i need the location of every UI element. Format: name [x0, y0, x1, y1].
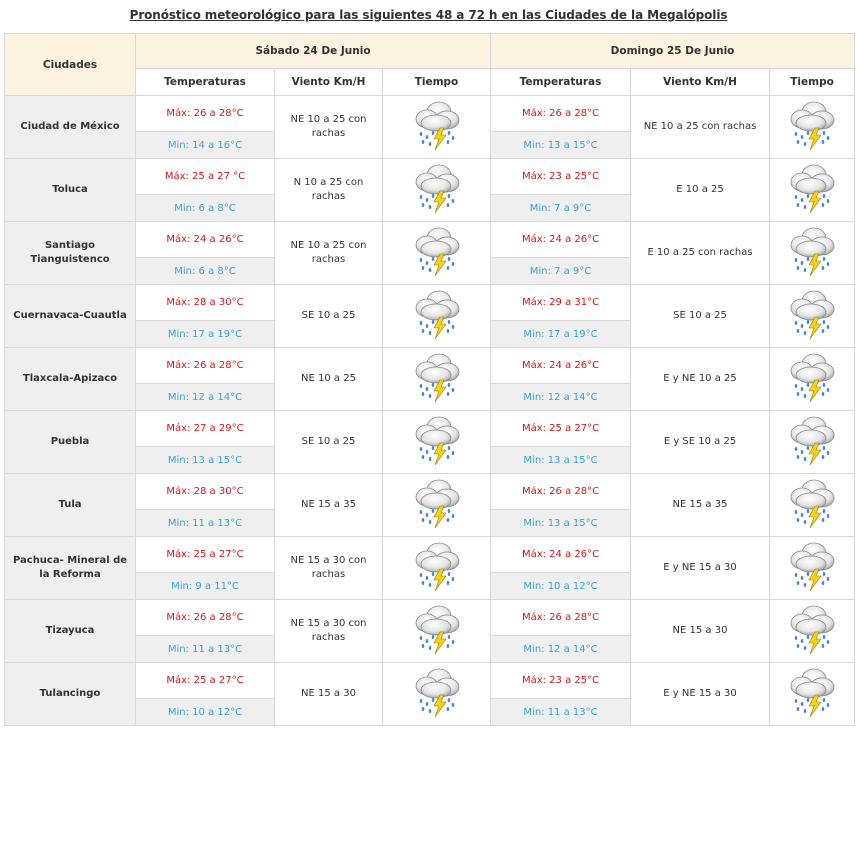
weather-day1 — [383, 663, 491, 726]
min-temp-day2: Min: 7 a 9°C — [491, 258, 631, 285]
thunderstorm-rain-icon — [413, 415, 461, 467]
table-row — [5, 663, 855, 699]
max-temp-day2: Máx: 23 a 25°C — [491, 159, 631, 195]
thunderstorm-rain-icon — [788, 415, 836, 467]
wind-day2: NE 15 a 30 — [631, 600, 770, 663]
thunderstorm-rain-icon — [788, 163, 836, 215]
max-temp-day1: Máx: 25 a 27°C — [136, 663, 275, 699]
thunderstorm-rain-icon — [413, 163, 461, 215]
weather-day2 — [770, 348, 855, 411]
wind-day1: NE 15 a 30 con rachas — [275, 537, 383, 600]
wind-day2: SE 10 a 25 — [631, 285, 770, 348]
wind-day1: N 10 a 25 con rachas — [275, 159, 383, 222]
min-temp-day2: Min: 12 a 14°C — [491, 636, 631, 663]
wind-day2: E 10 a 25 con rachas — [631, 222, 770, 285]
wind-day2: NE 10 a 25 con rachas — [631, 96, 770, 159]
thunderstorm-rain-icon — [788, 352, 836, 404]
max-temp-day2: Máx: 24 a 26°C — [491, 222, 631, 258]
wind-day1: SE 10 a 25 — [275, 411, 383, 474]
max-temp-day2: Máx: 25 a 27°C — [491, 411, 631, 447]
min-temp-day2: Min: 13 a 15°C — [491, 510, 631, 537]
wind-day2: E 10 a 25 — [631, 159, 770, 222]
header-temperatures-day2: Temperaturas — [491, 69, 631, 96]
max-temp-day1: Máx: 25 a 27°C — [136, 537, 275, 573]
table-row — [5, 474, 855, 510]
min-temp-day1: Min: 6 a 8°C — [136, 258, 275, 285]
max-temp-day1: Máx: 24 a 26°C — [136, 222, 275, 258]
min-temp-day1: Min: 14 a 16°C — [136, 132, 275, 159]
wind-day2: E y SE 10 a 25 — [631, 411, 770, 474]
weather-day2 — [770, 285, 855, 348]
thunderstorm-rain-icon — [788, 226, 836, 278]
weather-day1 — [383, 411, 491, 474]
min-temp-day2: Min: 11 a 13°C — [491, 699, 631, 726]
thunderstorm-rain-icon — [413, 100, 461, 152]
city-name: Tula — [5, 474, 136, 537]
wind-day1: NE 15 a 35 — [275, 474, 383, 537]
max-temp-day2: Máx: 29 a 31°C — [491, 285, 631, 321]
weather-day2 — [770, 537, 855, 600]
max-temp-day1: Máx: 26 a 28°C — [136, 96, 275, 132]
min-temp-day1: Min: 12 a 14°C — [136, 384, 275, 411]
min-temp-day1: Min: 17 a 19°C — [136, 321, 275, 348]
min-temp-day1: Min: 11 a 13°C — [136, 510, 275, 537]
city-name: Tulancingo — [5, 663, 136, 726]
table-row — [5, 537, 855, 573]
thunderstorm-rain-icon — [788, 289, 836, 341]
city-name: Puebla — [5, 411, 136, 474]
min-temp-day2: Min: 10 a 12°C — [491, 573, 631, 600]
min-temp-day1: Min: 6 a 8°C — [136, 195, 275, 222]
weather-day2 — [770, 159, 855, 222]
min-temp-day1: Min: 11 a 13°C — [136, 636, 275, 663]
min-temp-day2: Min: 17 a 19°C — [491, 321, 631, 348]
thunderstorm-rain-icon — [788, 667, 836, 719]
weather-day2 — [770, 96, 855, 159]
thunderstorm-rain-icon — [413, 478, 461, 530]
max-temp-day2: Máx: 24 a 26°C — [491, 348, 631, 384]
wind-day1: NE 10 a 25 — [275, 348, 383, 411]
wind-day1: NE 10 a 25 con rachas — [275, 222, 383, 285]
thunderstorm-rain-icon — [413, 541, 461, 593]
max-temp-day2: Máx: 26 a 28°C — [491, 474, 631, 510]
thunderstorm-rain-icon — [788, 604, 836, 656]
wind-day1: NE 10 a 25 con rachas — [275, 96, 383, 159]
wind-day2: NE 15 a 35 — [631, 474, 770, 537]
city-name: Toluca — [5, 159, 136, 222]
city-name: Santiago Tianguistenco — [5, 222, 136, 285]
thunderstorm-rain-icon — [413, 352, 461, 404]
table-row — [5, 285, 855, 321]
city-name: Cuernavaca-Cuautla — [5, 285, 136, 348]
min-temp-day1: Min: 13 a 15°C — [136, 447, 275, 474]
forecast-table — [4, 33, 855, 726]
max-temp-day2: Máx: 26 a 28°C — [491, 96, 631, 132]
thunderstorm-rain-icon — [413, 667, 461, 719]
wind-day2: E y NE 15 a 30 — [631, 663, 770, 726]
thunderstorm-rain-icon — [413, 289, 461, 341]
min-temp-day2: Min: 7 a 9°C — [491, 195, 631, 222]
wind-day1: NE 15 a 30 con rachas — [275, 600, 383, 663]
header-wind-day1: Viento Km/H — [275, 69, 383, 96]
thunderstorm-rain-icon — [788, 100, 836, 152]
max-temp-day2: Máx: 24 a 26°C — [491, 537, 631, 573]
min-temp-day2: Min: 12 a 14°C — [491, 384, 631, 411]
header-temperatures-day1: Temperaturas — [136, 69, 275, 96]
max-temp-day2: Máx: 23 a 25°C — [491, 663, 631, 699]
page-title: Pronóstico meteorológico para las siguientes 48 a 72 h en las Ciudades de la Megalópolis — [129, 8, 728, 22]
city-name: Tlaxcala-Apizaco — [5, 348, 136, 411]
thunderstorm-rain-icon — [788, 541, 836, 593]
max-temp-day1: Máx: 28 a 30°C — [136, 474, 275, 510]
weather-day2 — [770, 474, 855, 537]
thunderstorm-rain-icon — [413, 226, 461, 278]
min-temp-day2: Min: 13 a 15°C — [491, 132, 631, 159]
header-weather-day1: Tiempo — [383, 69, 491, 96]
header-wind-day2: Viento Km/H — [631, 69, 770, 96]
min-temp-day1: Min: 10 a 12°C — [136, 699, 275, 726]
weather-day1 — [383, 222, 491, 285]
city-name: Tizayuca — [5, 600, 136, 663]
table-row — [5, 159, 855, 195]
weather-day1 — [383, 159, 491, 222]
weather-day1 — [383, 474, 491, 537]
weather-day1 — [383, 348, 491, 411]
max-temp-day1: Máx: 27 a 29°C — [136, 411, 275, 447]
header-weather-day2: Tiempo — [770, 69, 855, 96]
min-temp-day1: Min: 9 a 11°C — [136, 573, 275, 600]
weather-day1 — [383, 537, 491, 600]
city-name: Pachuca- Mineral de la Reforma — [5, 537, 136, 600]
max-temp-day1: Máx: 26 a 28°C — [136, 600, 275, 636]
wind-day2: E y NE 10 a 25 — [631, 348, 770, 411]
min-temp-day2: Min: 13 a 15°C — [491, 447, 631, 474]
weather-day2 — [770, 663, 855, 726]
header-day1: Sábado 24 De Junio — [136, 34, 491, 69]
table-row — [5, 96, 855, 132]
weather-day2 — [770, 600, 855, 663]
header-cities: Ciudades — [5, 34, 136, 96]
max-temp-day1: Máx: 28 a 30°C — [136, 285, 275, 321]
thunderstorm-rain-icon — [788, 478, 836, 530]
wind-day2: E y NE 15 a 30 — [631, 537, 770, 600]
weather-day2 — [770, 411, 855, 474]
table-row — [5, 222, 855, 258]
forecast-body — [5, 96, 855, 726]
table-row — [5, 411, 855, 447]
thunderstorm-rain-icon — [413, 604, 461, 656]
max-temp-day1: Máx: 26 a 28°C — [136, 348, 275, 384]
wind-day1: NE 15 a 30 — [275, 663, 383, 726]
max-temp-day2: Máx: 26 a 28°C — [491, 600, 631, 636]
weather-day1 — [383, 96, 491, 159]
weather-day1 — [383, 600, 491, 663]
wind-day1: SE 10 a 25 — [275, 285, 383, 348]
max-temp-day1: Máx: 25 a 27 °C — [136, 159, 275, 195]
weather-day2 — [770, 222, 855, 285]
table-row — [5, 600, 855, 636]
table-row — [5, 348, 855, 384]
header-day2: Domingo 25 De Junio — [491, 34, 855, 69]
weather-day1 — [383, 285, 491, 348]
city-name: Ciudad de México — [5, 96, 136, 159]
